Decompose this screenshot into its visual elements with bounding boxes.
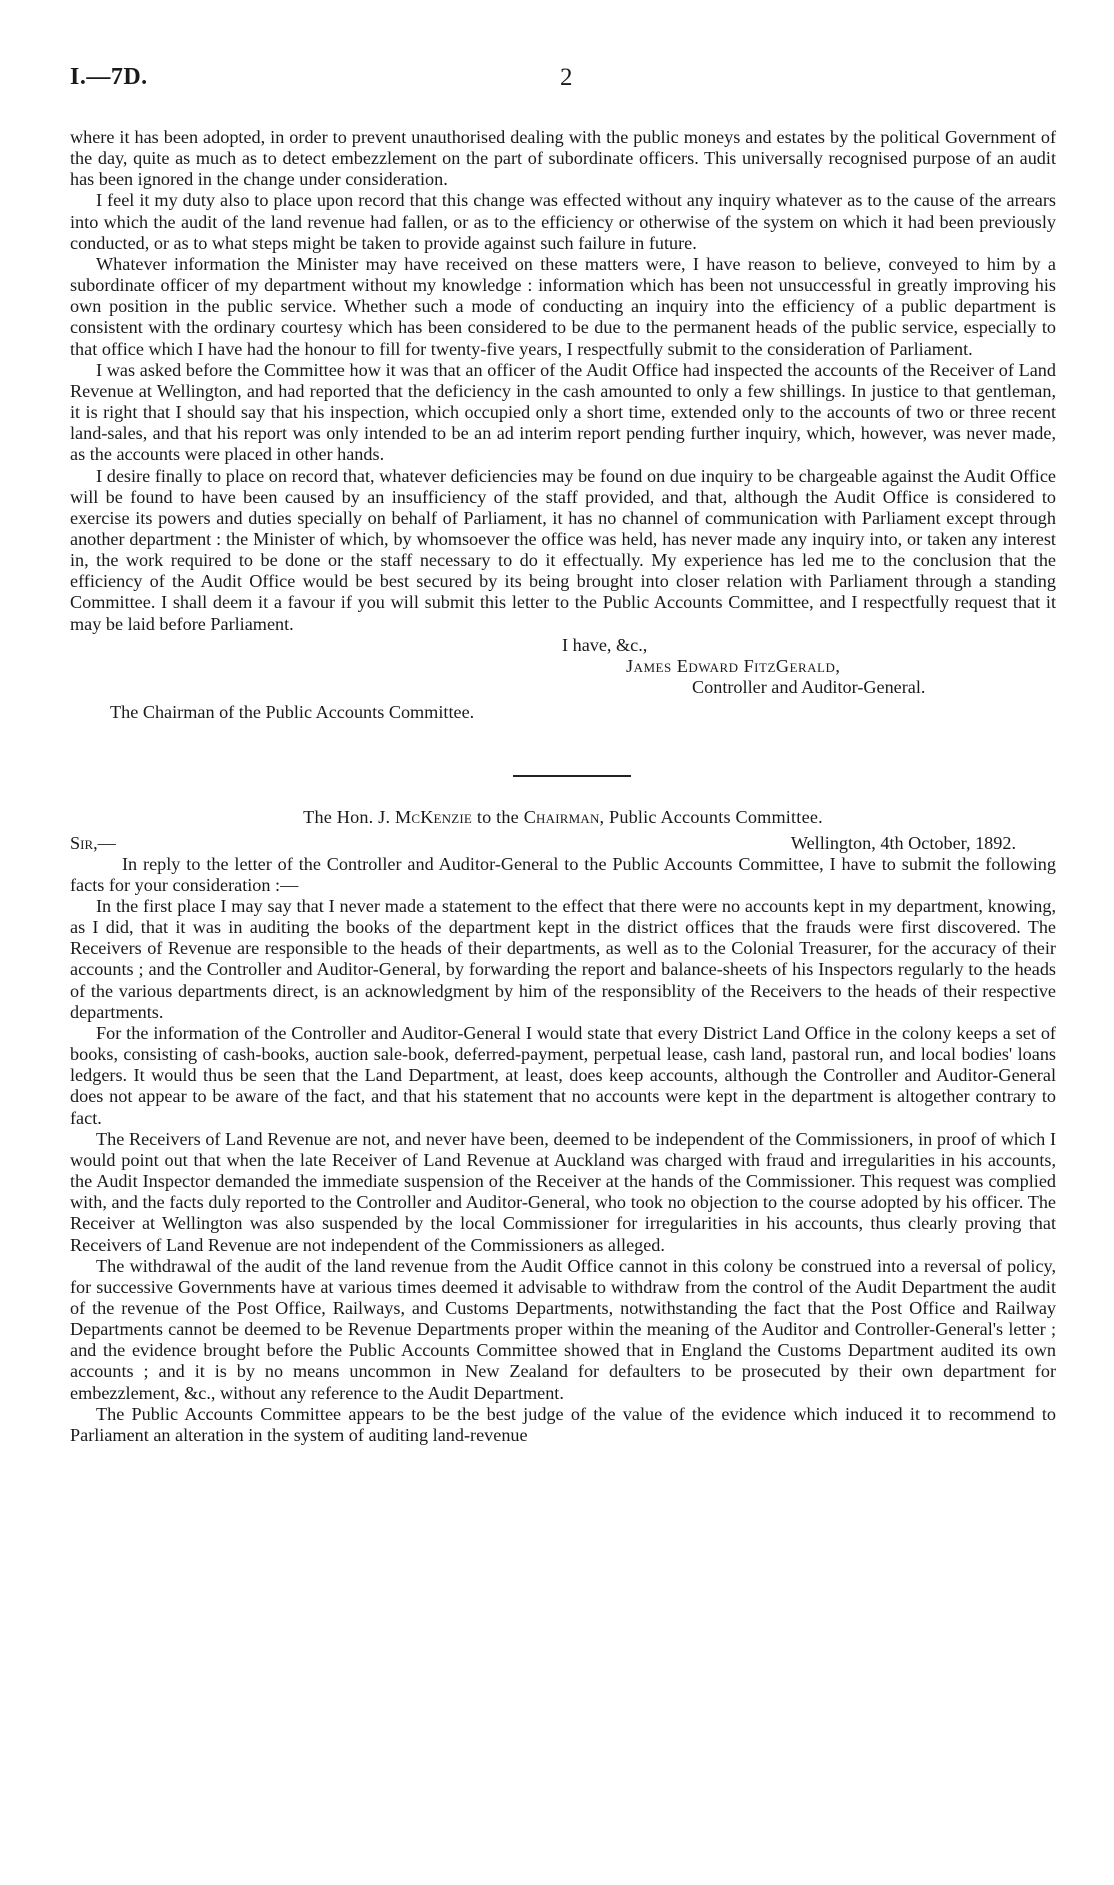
salutation-row <box>70 833 1056 854</box>
title-chairman: Chairman <box>523 807 600 828</box>
paragraph: The Public Accounts Committee appears to be the best judge of the value of the evidence which induced it to recommend to Parliament an alteration in the system of auditing land-revenue <box>70 1403 1056 1445</box>
signatory-name: James Edward FitzGerald, <box>626 655 841 676</box>
letter-title <box>70 807 1056 828</box>
place-date: Wellington, 4th October, 1892. <box>790 832 1016 853</box>
paragraph: where it has been adopted, in order to prevent unauthorised dealing with the public moneys and estates by the political Government of the day, quite as much as to detect embezzlement on the part of subordinate officers. This universally recognised purpose of an audit has been ignored in the change under consideration. <box>70 127 1056 190</box>
document-body <box>70 127 1056 1446</box>
paragraph: In reply to the letter of the Controller and Auditor-General to the Public Accounts Committee, I have to submit the following facts for your consideration :— <box>70 853 1056 895</box>
paragraph: For the information of the Controller and Auditor-General I would state that every District Land Office in the colony keeps a set of books, consisting of cash-books, auction sale-book, deferred-payment, perpetual lease, cash land, pastoral run, and local bodies' loans ledgers. It would thus be seen that the Land Department, at least, does keep accounts, although the Controller and Auditor-General does not appear to be aware of the fact, and that his statement that no accounts were kept in the department is altogether contrary to fact. <box>70 1022 1056 1128</box>
addressee: The Chairman of the Public Accounts Committee. <box>110 702 475 723</box>
page-number: 2 <box>560 64 573 91</box>
signatory-title: Controller and Auditor-General. <box>692 677 926 698</box>
title-prefix: The Hon. J. <box>303 807 395 828</box>
title-mid: to the <box>472 807 524 828</box>
paragraph: I desire finally to place on record that, whatever deficiencies may be found on due inquiry to be chargeable against the Audit Office will be found to have been caused by an insufficiency of the staff provided, and that, although the Audit Office is considered to exercise its powers and duties specially on behalf of Parliament, it has no channel of communication with Parliament except through another department : the Minister of which, by whomsoever the office was held, has never made any inquiry into, or taken any interest in, the work required to be done or the staff necessary to do it effectually. My experience has led me to the conclusion that the efficiency of the Audit Office would be best secured by its being brought into closer relation with Parliament through a standing Committee. I shall deem it a favour if you will submit this letter to the Public Accounts Committee, and I respectfully request that it may be laid before Parliament. <box>70 465 1056 634</box>
document-reference: I.—7D. <box>70 64 148 90</box>
title-name: McKenzie <box>394 807 473 828</box>
salutation: Sir,— <box>70 832 116 853</box>
section-divider <box>513 775 631 777</box>
letter-closing: I have, &c., <box>562 634 648 655</box>
paragraph: The withdrawal of the audit of the land revenue from the Audit Office cannot in this colony be construed into a reversal of policy, for successive Governments have at various times deemed it advisable to withdraw from the control of the Audit Department the audit of the revenue of the Post Office, Railways, and Customs Departments, notwithstanding the fact that the Post Office and Railway Departments cannot be deemed to be Revenue Departments proper within the meaning of the Auditor and Controller-General's letter ; and the evidence brought before the Public Accounts Committee showed that in England the Customs Department audited its own accounts ; and it is by no means uncommon in New Zealand for defaulters to be prosecuted by their own department for embezzlement, &c., without any reference to the Audit Department. <box>70 1255 1056 1403</box>
paragraph: The Receivers of Land Revenue are not, and never have been, deemed to be independent of the Commissioners, in proof of which I would point out that when the late Receiver of Land Revenue at Auckland was charged with fraud and irregularities in his accounts, the Audit Inspector demanded the immediate suspension of the Receiver at the hands of the Commissioner. This request was complied with, and the facts duly reported to the Controller and Auditor-General, who took no objection to the course adopted by his officer. The Receiver at Wellington was also suspended by the local Commissioner for irregularities in his accounts, thus clearly proving that Receivers of Land Revenue are not independent of the Commissioners as alleged. <box>70 1128 1056 1255</box>
paragraph: I was asked before the Committee how it was that an officer of the Audit Office had inspected the accounts of the Receiver of Land Revenue at Wellington, and had reported that the deficiency in the cash amounted to only a few shillings. In justice to that gentleman, it is right that I should say that his inspection, which occupied only a short time, extended only to the accounts of two or three recent land-sales, and that his report was only intended to be an ad interim report pending further inquiry, which, however, was never made, as the accounts were placed in other hands. <box>70 359 1056 465</box>
paragraph: In the first place I may say that I never made a statement to the effect that there were no accounts kept in my department, knowing, as I did, that it was in auditing the books of the department kept in the district offices that the frauds were first discovered. The Receivers of Revenue are responsible to the heads of their departments, as well as to the Colonial Treasurer, for the accuracy of their accounts ; and the Controller and Auditor-General, by forwarding the report and balance-sheets of his Inspectors regularly to the heads of the various departments direct, is an acknowledgment by him of the responsiblity of the Receivers to the heads of their respective departments. <box>70 896 1056 1022</box>
paragraph: Whatever information the Minister may have received on these matters were, I have reason to believe, conveyed to him by a subordinate officer of my department without my knowledge : information which has been not unsuccessful in greatly improving his own position in the public service. Whether such a mode of conducting an inquiry into the efficiency of a public department is consistent with the ordinary courtesy which has been considered to be due to the permanent heads of the public service, especially to that office which I have had the honour to fill for twenty-five years, I respectfully submit to the consideration of Parliament. <box>70 253 1056 359</box>
paragraph: I feel it my duty also to place upon record that this change was effected without any inquiry whatever as to the cause of the arrears into which the audit of the land revenue had fallen, or as to the efficiency or otherwise of the system on which it had been previously conducted, or as to what steps might be taken to provide against such failure in future. <box>70 190 1056 253</box>
title-suffix: , Public Accounts Committee. <box>599 807 823 828</box>
